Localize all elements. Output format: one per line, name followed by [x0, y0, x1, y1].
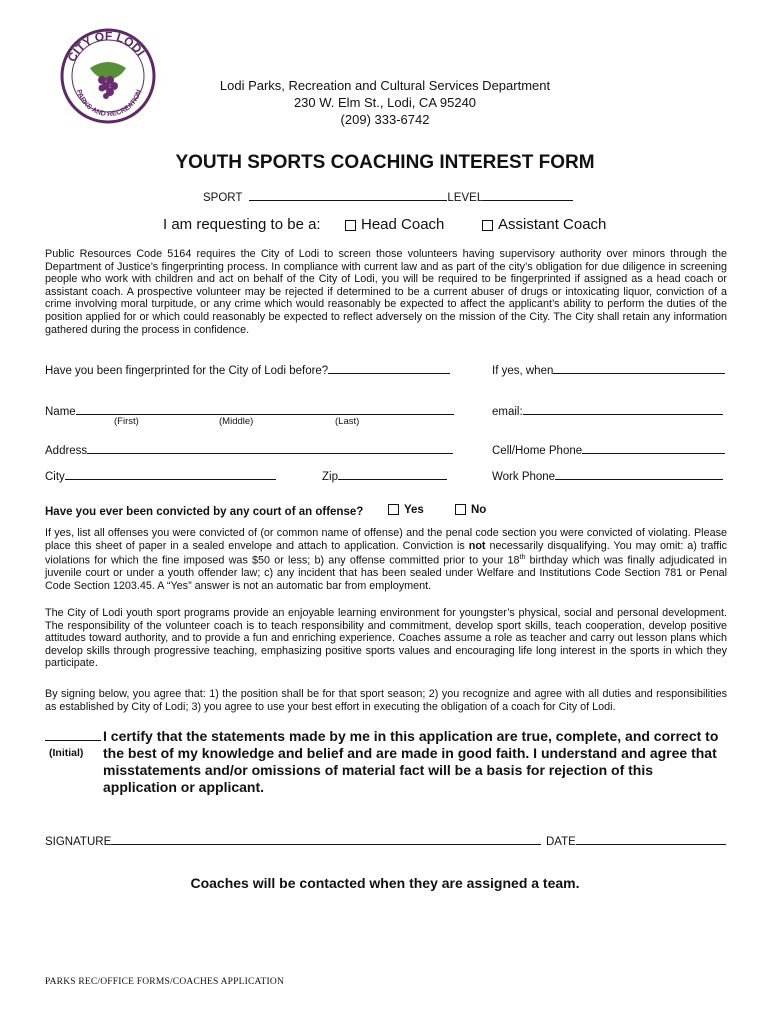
- offense-text-not: not: [468, 539, 486, 552]
- name-field[interactable]: [76, 403, 454, 415]
- convicted-no-label: No: [471, 504, 487, 516]
- signature-field[interactable]: [111, 833, 541, 845]
- offense-instructions-text: [45, 527, 727, 593]
- head-coach-label: Head Coach: [361, 216, 445, 233]
- fingerprint-requirement-text: Public Resources Code 5164 requires the City of Lodi to screen those volunteers having supervisory authority over minors through the Department of Justice’s fingerprinting process. In compliance with current law and as part of the city’s obligation for due diligence in screening people who work with children and act on behalf of the City of Lodi, you will be required to be fingerprinted if assigned as a head coach or assistant coach. A prospective volunteer may be rejected if determined to be a current abuser of drugs or intoxicating liquor, conviction of a crime involving moral turpitude, or any crime which would reasonably be expected to affect the applicant’s ability to perform the duties of the position applied for or which could reasonably be expected to reflect adversely on the mission of the City. The City shall retain any information gathered during the process in confidence.: [45, 248, 727, 336]
- program-description-text: The City of Lodi youth sport programs provide an enjoyable learning environment for youngster’s physical, social and personal development. The responsibility of the volunteer coach is to teach responsibility and commitment, develop sport skills, teach cooperation, develop positive attitudes toward authority, and to provide a fun and enriching experience. Coaches assume a role as teacher and carry out lesson plans which develop skills through progressive teaching, emphasizing positive sports values and encouraging life long interest in the sports in which they participate.: [45, 607, 727, 670]
- convicted-yes-checkbox[interactable]: [388, 504, 399, 515]
- department-address: 230 W. Elm St., Lodi, CA 95240: [293, 95, 477, 110]
- email-label: email:: [492, 406, 523, 418]
- head-coach-option[interactable]: [345, 216, 444, 233]
- offense-text-b: necessarily disqualifying. You may omit: a) traffic violations for which the fine imposed was $50 or less; b) any offense committed prior to your 18: [45, 539, 728, 567]
- convicted-yes-label: Yes: [404, 504, 424, 516]
- sport-field[interactable]: [249, 189, 447, 201]
- name-label: Name: [45, 406, 76, 418]
- agreement-text: By signing below, you agree that: 1) the position shall be for that sport season; 2) you recognize and agree with all duties and responsibilities as established by City of Lodi; 3) you agree to use your best effort in executing the obligation of a coach for City of Lodi.: [45, 688, 727, 713]
- initial-field[interactable]: [45, 728, 101, 741]
- level-field[interactable]: [483, 189, 573, 201]
- convicted-yes-option[interactable]: [388, 504, 424, 516]
- if-yes-when-label: If yes, when: [492, 365, 554, 377]
- sport-label: SPORT: [203, 192, 243, 204]
- convicted-no-checkbox[interactable]: [455, 504, 466, 515]
- assistant-coach-checkbox[interactable]: [482, 220, 493, 231]
- contact-note: Coaches will be contacted when they are assigned a team.: [190, 875, 580, 891]
- email-field[interactable]: [523, 403, 723, 415]
- assistant-coach-label: Assistant Coach: [498, 216, 607, 233]
- footer-text: PARKS REC/OFFICE FORMS/COACHES APPLICATION: [45, 977, 285, 987]
- convicted-no-option[interactable]: [455, 504, 486, 516]
- head-coach-checkbox[interactable]: [345, 220, 356, 231]
- address-label: Address: [45, 445, 88, 457]
- date-field[interactable]: [576, 833, 726, 845]
- offense-text-a: If yes, list all offenses you were convicted of (or common name of offense) and the penal code section you were convicted of violating. Please place this sheet of paper in a sealed envelope and attach to application. Conviction is: [45, 527, 727, 552]
- fingerprinted-label: Have you been fingerprinted for the City of Lodi before?: [45, 365, 329, 377]
- zip-field[interactable]: [338, 468, 447, 480]
- fingerprinted-field[interactable]: [328, 362, 450, 374]
- certification-statement: I certify that the statements made by me in this application are true, complete, and correct to the best of my knowledge and belief and are made in good faith. I understand and agree that misstatements and/or omissions of material fact will be a basis for rejection of this application or applicant.: [103, 728, 719, 795]
- date-label: DATE: [546, 836, 576, 848]
- city-field[interactable]: [65, 468, 276, 480]
- department-name: Lodi Parks, Recreation and Cultural Services Department: [219, 78, 551, 93]
- cell-phone-label: Cell/Home Phone: [492, 445, 583, 457]
- first-name-caption: (First): [114, 416, 139, 427]
- logo-text-bottom: PARKS AND RECREATION: [74, 88, 144, 119]
- department-phone: (209) 333-6742: [340, 112, 430, 127]
- convicted-question: Have you ever been convicted by any court of an offense?: [45, 506, 364, 518]
- if-yes-when-field[interactable]: [553, 362, 725, 374]
- middle-name-caption: (Middle): [219, 416, 254, 427]
- city-label: City: [45, 471, 65, 483]
- cell-phone-field[interactable]: [582, 442, 725, 454]
- address-field[interactable]: [87, 442, 453, 454]
- zip-label: Zip: [322, 471, 338, 483]
- requesting-label: I am requesting to be a:: [163, 216, 321, 233]
- level-label: LEVEL: [447, 192, 484, 204]
- last-name-caption: (Last): [335, 416, 360, 427]
- logo-text-top: CITY OF LODI: [64, 28, 148, 65]
- initial-caption: (Initial): [49, 747, 84, 759]
- work-phone-field[interactable]: [555, 468, 723, 480]
- offense-text-th: th: [519, 554, 526, 562]
- signature-label: SIGNATURE: [45, 836, 112, 848]
- form-title: YOUTH SPORTS COACHING INTEREST FORM: [175, 152, 595, 173]
- assistant-coach-option[interactable]: [482, 216, 606, 233]
- offense-text-c: birthday which was finally adjudicated in juvenile court or under a youth offender law; c) any incident that has been sealed under Welfare and Institutions Code Section 781 or Penal Code Section 1203.45. A “Yes” answer is not an automatic bar from employment.: [45, 554, 727, 592]
- work-phone-label: Work Phone: [492, 471, 556, 483]
